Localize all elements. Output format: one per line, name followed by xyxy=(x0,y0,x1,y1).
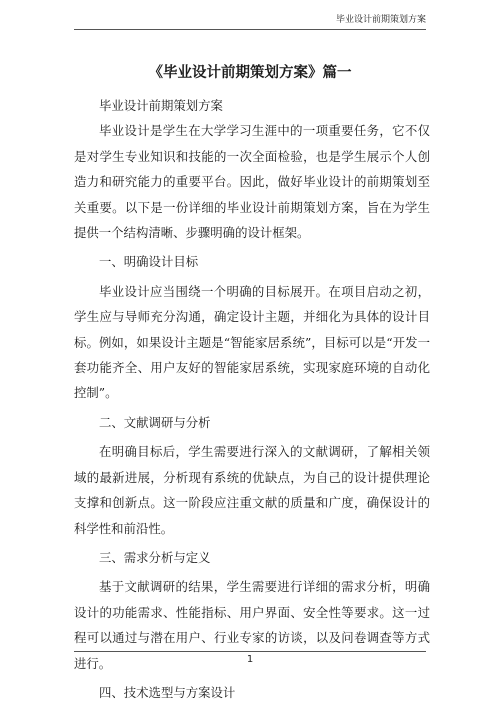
running-header: 毕业设计前期策划方案 xyxy=(335,15,426,25)
footer-divider xyxy=(74,651,426,652)
paragraph-intro: 毕业设计是学生在大学学习生涯中的一项重要任务，它不仅是对学生专业知识和技能的一次全面检验，也是学生展示个人创造力和研究能力的重要平台。因此，做好毕业设计的前期策划至关重要。以下是一份详细的毕业设计前期策划方案，旨在为学生提供一个结构清晰、步骤明确的设计框架。 xyxy=(74,123,430,241)
paragraph-section-3: 基于文献调研的结果，学生需要进行详细的需求分析，明确设计的功能需求、性能指标、用户界面、安全性等要求。这一过程可以通过与潜在用户、行业专家的访谈，以及问卷调查等方式进行。 xyxy=(74,579,430,671)
section-heading-1: 一、明确设计目标 xyxy=(99,254,199,270)
section-heading-2: 二、文献调研与分析 xyxy=(99,414,211,430)
page-number: 1 xyxy=(246,654,254,665)
header-divider xyxy=(74,29,426,30)
paragraph-section-2: 在明确目标后，学生需要进行深入的文献调研，了解相关领域的最新进展，分析现有系统的优缺点，为自己的设计提供理论支撑和创新点。这一阶段应注重文献的质量和广度，确保设计的科学性和前沿性。 xyxy=(74,444,430,536)
paragraph-section-1: 毕业设计应当围绕一个明确的目标展开。在项目启动之初，学生应与导师充分沟通，确定设计主题，并细化为具体的设计目标。例如，如果设计主题是“智能家居系统”，目标可以是“开发一套功能齐全、用户友好的智能家居系统，实现家庭环境的自动化控制”。 xyxy=(74,283,430,401)
section-heading-4: 四、技术选型与方案设计 xyxy=(99,684,236,700)
document-subtitle: 毕业设计前期策划方案 xyxy=(99,98,223,113)
document-title: 《毕业设计前期策划方案》篇一 xyxy=(148,64,352,81)
document-body xyxy=(74,93,430,709)
section-heading-3: 三、需求分析与定义 xyxy=(99,549,211,565)
